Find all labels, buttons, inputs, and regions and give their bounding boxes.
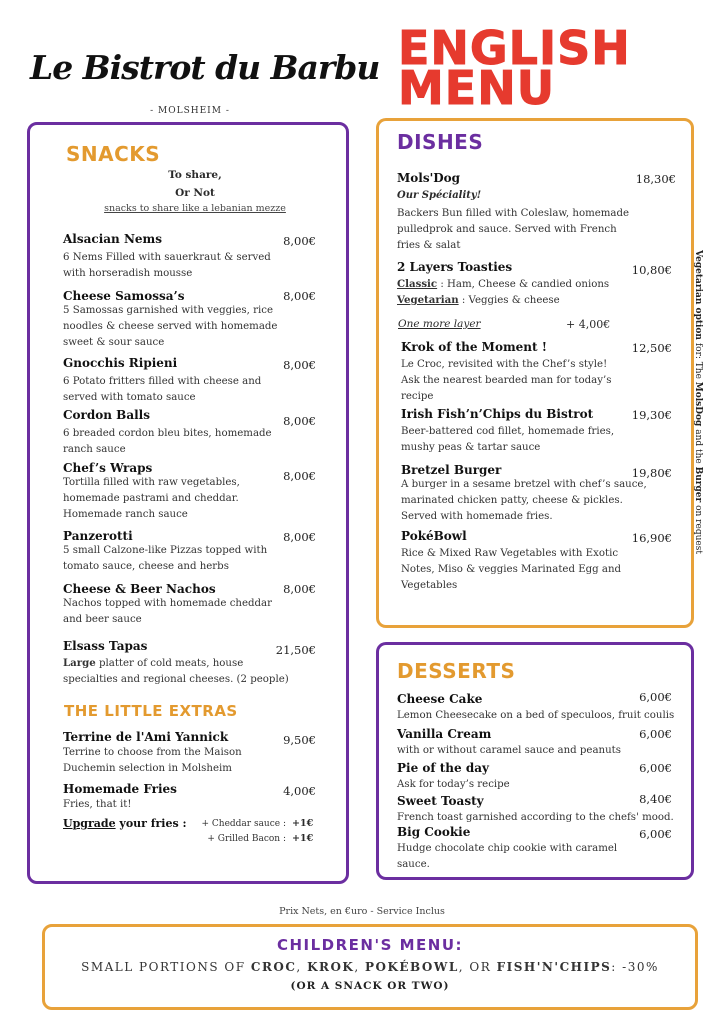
menu-item-desc: fries & salat <box>397 240 461 251</box>
menu-item-price: 6,00€ <box>639 690 672 704</box>
menu-item-price: 8,00€ <box>283 414 316 428</box>
menu-item-desc: noodles & cheese served with homemade <box>63 321 278 332</box>
menu-item-name: Chef’s Wraps <box>63 461 153 475</box>
menu-item-desc: Beer-battered cod fillet, homemade fries, <box>401 426 615 437</box>
menu-item-desc: sauce. <box>397 859 430 870</box>
menu-item-price: 8,00€ <box>283 469 316 483</box>
menu-item-name: Sweet Toasty <box>397 794 484 808</box>
menu-item-desc: Le Croc, revisited with the Chef’s style! <box>401 359 608 370</box>
menu-item-desc: Homemade ranch sauce <box>63 509 188 520</box>
extras-title: THE LITTLE EXTRAS <box>64 702 238 720</box>
restaurant-location: - MOLSHEIM - <box>150 106 230 116</box>
one-more-layer: One more layer <box>398 318 481 330</box>
menu-item-desc: Hudge chocolate chip cookie with caramel <box>397 843 618 854</box>
menu-item-desc: with horseradish mousse <box>63 268 193 279</box>
menu-item-desc: 6 Nems Filled with sauerkraut & served <box>63 252 271 263</box>
upgrade-label: Upgrade your fries : <box>63 817 187 830</box>
speciality-tag: Our Spéciality! <box>397 190 482 201</box>
menu-item-desc: 5 Samossas garnished with veggies, rice <box>63 305 273 316</box>
menu-item-name: 2 Layers Toasties <box>397 260 513 274</box>
menu-item-desc: tomato sauce, cheese and herbs <box>63 561 229 572</box>
menu-item-name: Bretzel Burger <box>401 463 502 477</box>
children-menu-sub: (OR A SNACK OR TWO) <box>290 980 450 992</box>
menu-item-desc: Served with homemade fries. <box>401 511 553 522</box>
menu-item-name: Panzerotti <box>63 529 133 543</box>
menu-item-desc: Lemon Cheesecake on a bed of speculoos, fruit coulis <box>397 710 675 721</box>
menu-item-desc: sweet & sour sauce <box>63 337 165 348</box>
snacks-intro-1: To share, <box>168 169 222 181</box>
menu-item-price: 8,00€ <box>283 358 316 372</box>
menu-item-desc: Terrine to choose from the Maison <box>63 747 242 758</box>
toasties-classic: Classic : Ham, Cheese & candied onions <box>397 278 610 290</box>
menu-item-desc: and beer sauce <box>63 614 142 625</box>
menu-item-name: Big Cookie <box>397 825 471 839</box>
menu-item-name: Krok of the Moment ! <box>401 340 548 354</box>
menu-item-name: Elsass Tapas <box>63 639 148 653</box>
menu-item-desc: pulledprok and sauce. Served with French <box>397 224 617 235</box>
menu-item-price: 8,40€ <box>639 792 672 806</box>
menu-item-price: 10,80€ <box>631 263 672 277</box>
menu-item-price: 6,00€ <box>639 761 672 775</box>
children-menu-line: SMALL PORTIONS OF CROC, KROK, POKÉBOWL, OR FISH'N'CHIPS: -30% <box>81 960 659 974</box>
toasties-vegetarian: Vegetarian : Veggies & cheese <box>397 294 560 306</box>
menu-title-line1: ENGLISH <box>398 21 631 75</box>
menu-item-desc: marinated chicken patty, cheese & pickles. <box>401 495 623 506</box>
menu-item-desc: homemade pastrami and cheddar. <box>63 493 239 504</box>
menu-item-desc: specialties and regional cheeses. (2 people) <box>63 674 289 685</box>
menu-item-desc: French toast garnished according to the chefs' mood. <box>397 812 674 823</box>
price-note: Prix Nets, en €uro - Service Inclus <box>279 906 445 917</box>
children-menu-title: CHILDREN'S MENU: <box>276 936 464 954</box>
menu-item-desc: served with tomato sauce <box>63 392 196 403</box>
menu-item-desc: mushy peas & tartar sauce <box>401 442 541 453</box>
menu-item-desc: Backers Bun filled with Coleslaw, homemade <box>397 208 630 219</box>
upgrade-option-2: + Grilled Bacon : <box>207 834 286 844</box>
menu-item-price: 6,00€ <box>639 727 672 741</box>
menu-item-price: 12,50€ <box>631 341 672 355</box>
menu-item-desc: with or without caramel sauce and peanuts <box>397 745 621 756</box>
upgrade-option-1: + Cheddar sauce : <box>201 819 286 829</box>
desserts-title: DESSERTS <box>397 659 516 683</box>
menu-item-price: 8,00€ <box>283 530 316 544</box>
menu-item-desc: Ask the nearest bearded man for today’s <box>401 375 612 386</box>
menu-item-name: Cheese & Beer Nachos <box>63 582 216 596</box>
menu-item-name: Irish Fish’n’Chips du Bistrot <box>401 407 594 421</box>
menu-item-name: Cheese Cake <box>397 692 483 706</box>
menu-item-desc: A burger in a sesame bretzel with chef’s sauce, <box>401 479 647 490</box>
restaurant-logo: Le Bistrot du Barbu <box>30 48 380 87</box>
menu-item-price: 21,50€ <box>275 643 316 657</box>
menu-item-desc: Nachos topped with homemade cheddar <box>63 598 272 609</box>
menu-item-name: Alsacian Nems <box>63 232 162 246</box>
menu-item-desc: ranch sauce <box>63 444 126 455</box>
menu-item-desc: Large platter of cold meats, house <box>63 657 244 669</box>
menu-item-name: Mols'Dog <box>397 171 461 185</box>
menu-item-price: 8,00€ <box>283 234 316 248</box>
menu-item-name: Cheese Samossa’s <box>63 289 185 303</box>
menu-item-name: Vanilla Cream <box>397 727 492 741</box>
menu-title-line2: MENU <box>398 61 556 115</box>
menu-item-price: 16,90€ <box>631 531 672 545</box>
menu-item-desc: 5 small Calzone-like Pizzas topped with <box>63 545 268 556</box>
menu-item-price: 19,80€ <box>631 466 672 480</box>
snacks-intro-2: Or Not <box>175 187 215 199</box>
menu-item-desc: 6 Potato fritters filled with cheese and <box>63 376 262 387</box>
upgrade-option-1-price: +1€ <box>292 818 314 829</box>
snacks-title: SNACKS <box>66 142 161 166</box>
menu-item-desc: 6 breaded cordon bleu bites, homemade <box>63 428 272 439</box>
snacks-intro-3: snacks to share like a lebanian mezze <box>104 203 286 214</box>
one-more-layer-price: + 4,00€ <box>566 318 611 331</box>
menu-item-name: Gnocchis Ripieni <box>63 356 178 370</box>
menu-item-name: PokéBowl <box>401 529 467 543</box>
menu-item-desc: recipe <box>401 391 434 402</box>
menu-item-name: Pie of the day <box>397 761 489 775</box>
menu-item-name: Terrine de l'Ami Yannick <box>63 730 229 744</box>
menu-item-price: 9,50€ <box>283 733 316 747</box>
menu-item-price: 4,00€ <box>283 784 316 798</box>
upgrade-option-2-price: +1€ <box>292 833 314 844</box>
menu-item-price: 18,30€ <box>635 172 676 186</box>
menu-item-desc: Vegetables <box>401 580 458 591</box>
dishes-title: DISHES <box>397 130 484 154</box>
menu-item-name: Cordon Balls <box>63 408 150 422</box>
menu-item-price: 19,30€ <box>631 408 672 422</box>
menu-item-desc: Fries, that it! <box>63 799 132 810</box>
menu-item-price: 8,00€ <box>283 582 316 596</box>
menu-item-desc: Tortilla filled with raw vegetables, <box>63 477 240 488</box>
menu-item-price: 8,00€ <box>283 289 316 303</box>
menu-item-desc: Notes, Miso & veggies Marinated Egg and <box>401 564 622 575</box>
menu-item-desc: Duchemin selection in Molsheim <box>63 763 232 774</box>
menu-item-price: 6,00€ <box>639 827 672 841</box>
menu-item-desc: Ask for today’s recipe <box>397 779 510 790</box>
vegetarian-side-note: Vegetarian option for: The MolsDog and the Burger on request <box>693 250 703 554</box>
menu-item-desc: Rice & Mixed Raw Vegetables with Exotic <box>401 548 619 559</box>
menu-item-name: Homemade Fries <box>63 782 177 796</box>
